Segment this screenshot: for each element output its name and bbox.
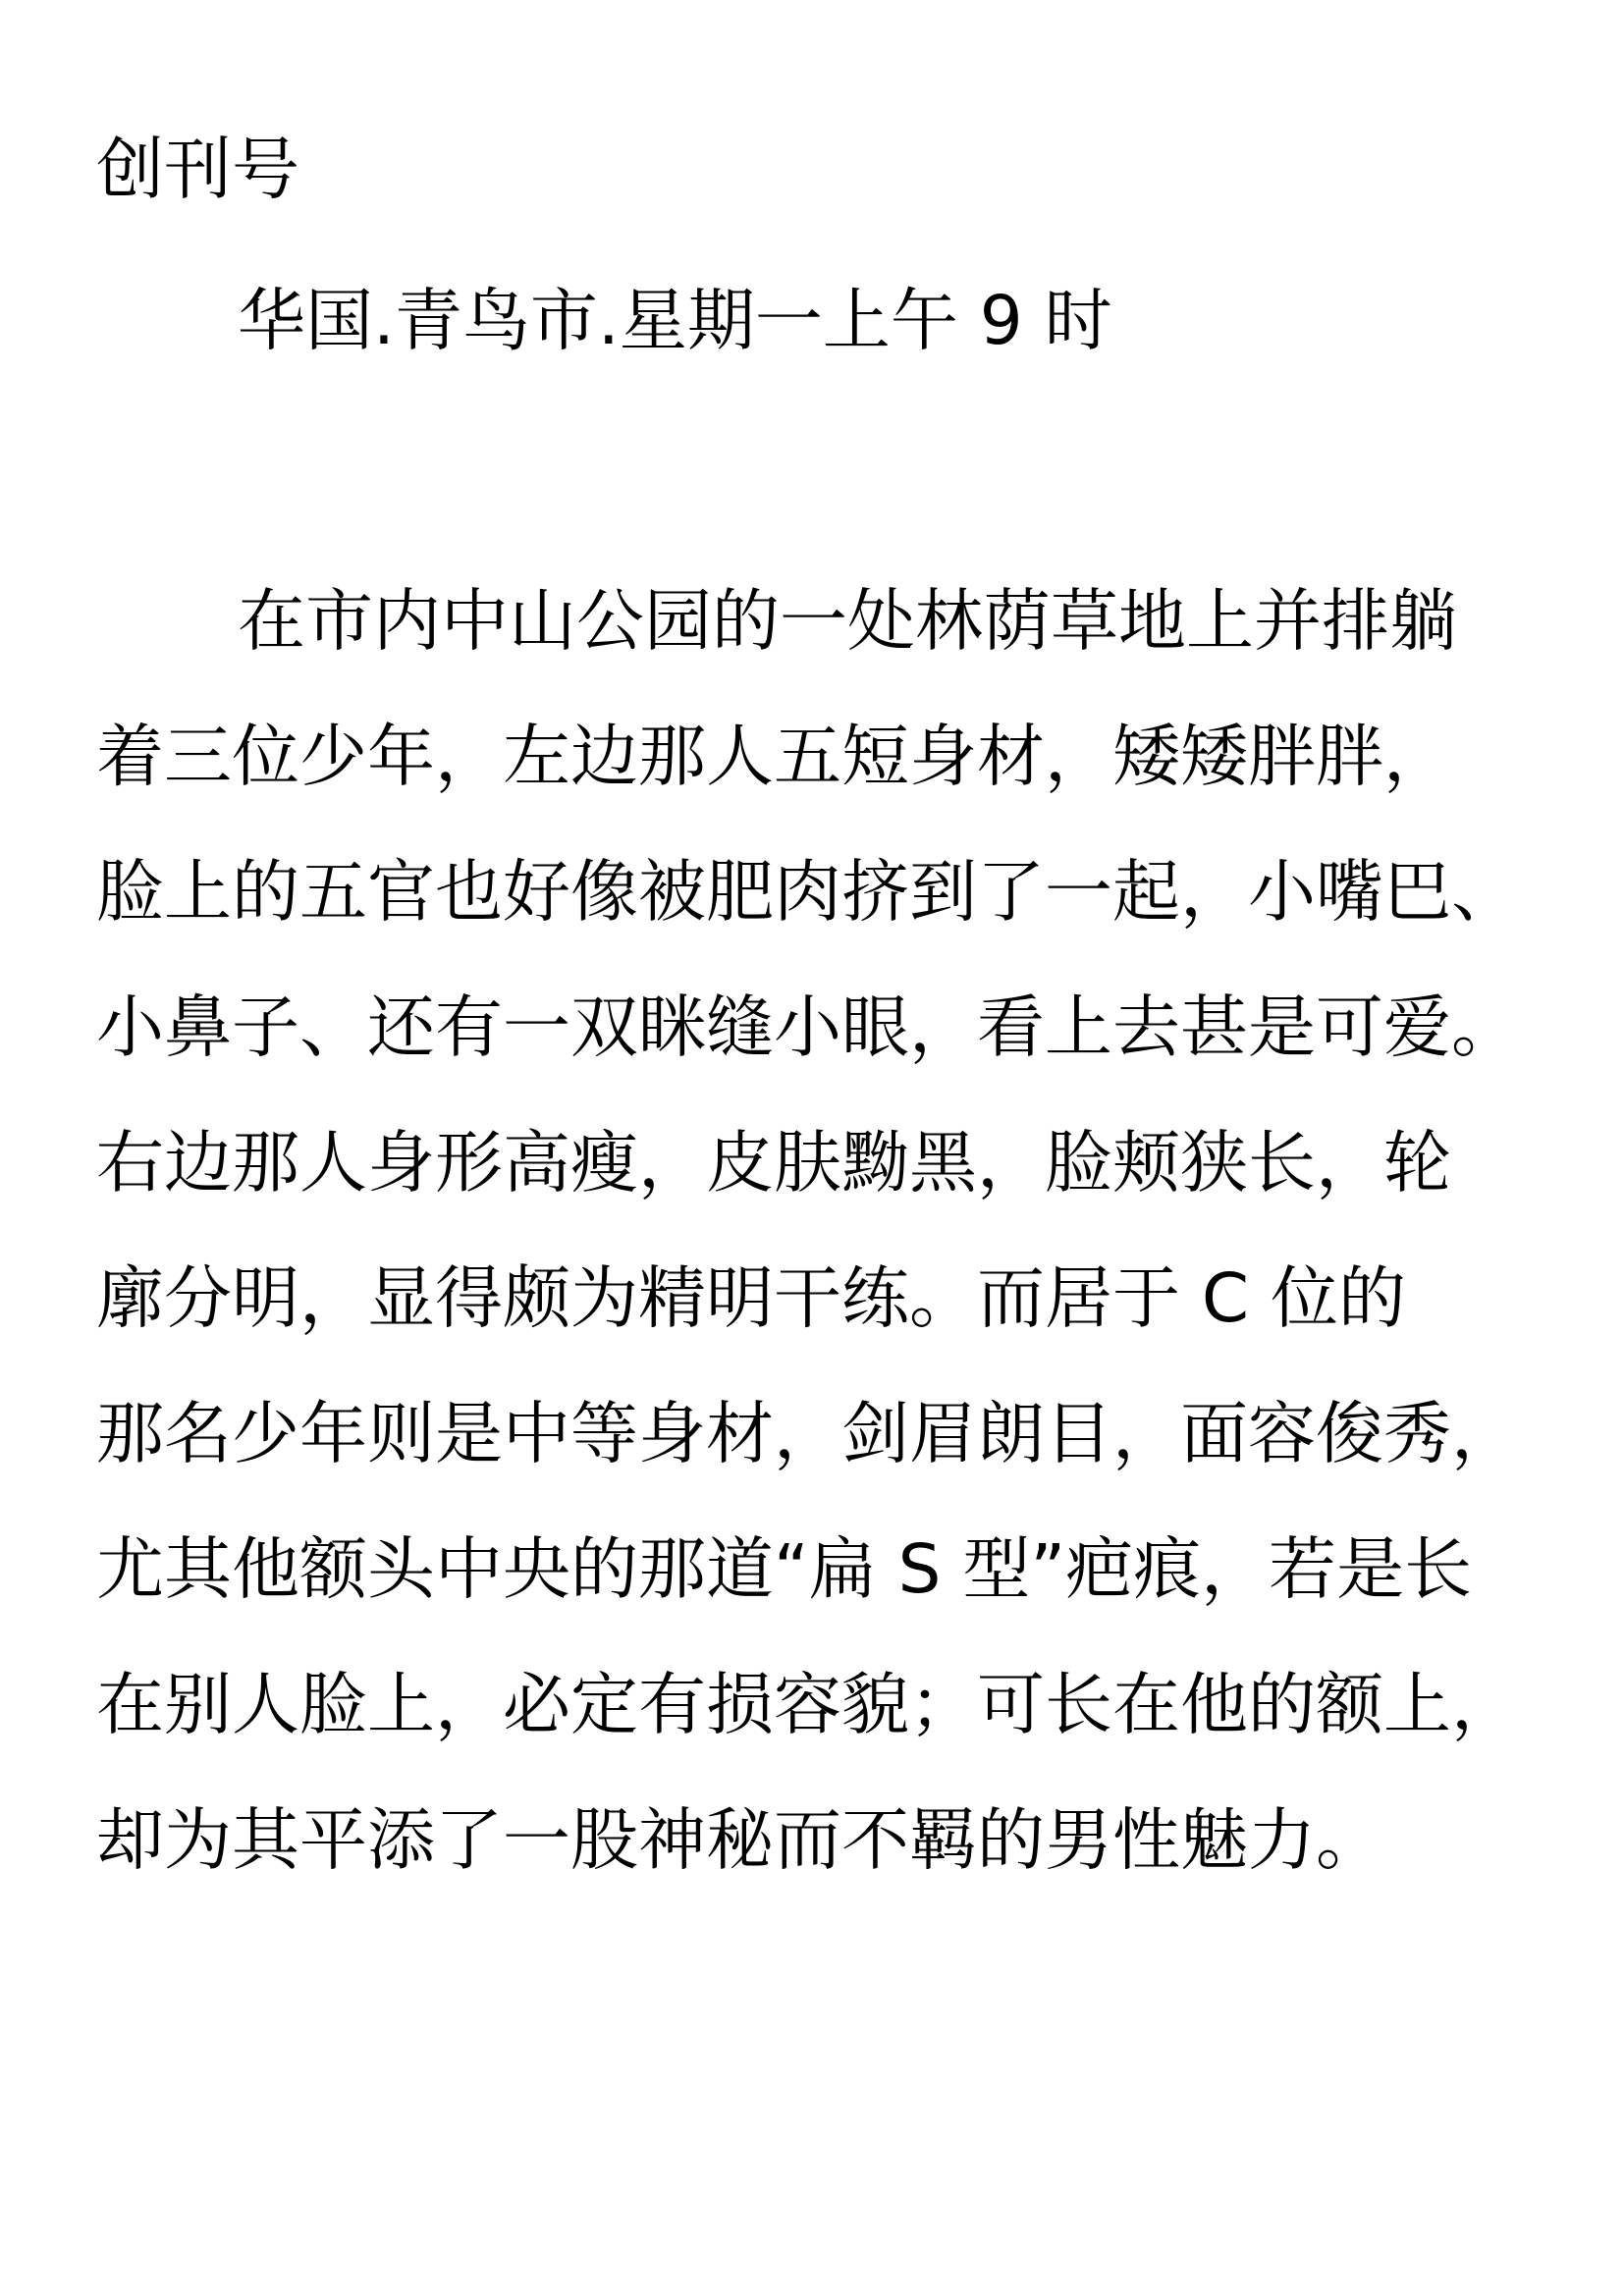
paragraph-line: 廓分明，显得颇为精明干练。而居于 C 位的 — [96, 1259, 1407, 1338]
paragraph-line: 那名少年则是中等身材，剑眉朗目，面容俊秀， — [96, 1395, 1519, 1473]
dateline: 华国.青鸟市.星期一上午 9 时 — [238, 282, 1112, 360]
paragraph-line: 尤其他额头中央的那道“扁 S 型”疤痕，若是长 — [96, 1530, 1473, 1609]
paragraph-line: 在别人脸上，必定有损容貌；可长在他的额上， — [96, 1666, 1519, 1744]
paragraph-line: 却为其平添了一股神秘而不羁的男性魅力。 — [96, 1801, 1383, 1880]
paragraph-line: 在市内中山公园的一处林荫草地上并排躺 — [238, 582, 1457, 661]
issue-label: 创刊号 — [96, 131, 299, 209]
paragraph-line: 着三位少年，左边那人五短身材，矮矮胖胖， — [96, 718, 1451, 796]
paragraph-line: 右边那人身形高瘦，皮肤黝黑，脸颊狭长，轮 — [96, 1124, 1451, 1202]
paragraph-line: 小鼻子、还有一双眯缝小眼，看上去甚是可爱。 — [96, 988, 1519, 1067]
paragraph-line: 脸上的五官也好像被肥肉挤到了一起，小嘴巴、 — [96, 853, 1519, 932]
